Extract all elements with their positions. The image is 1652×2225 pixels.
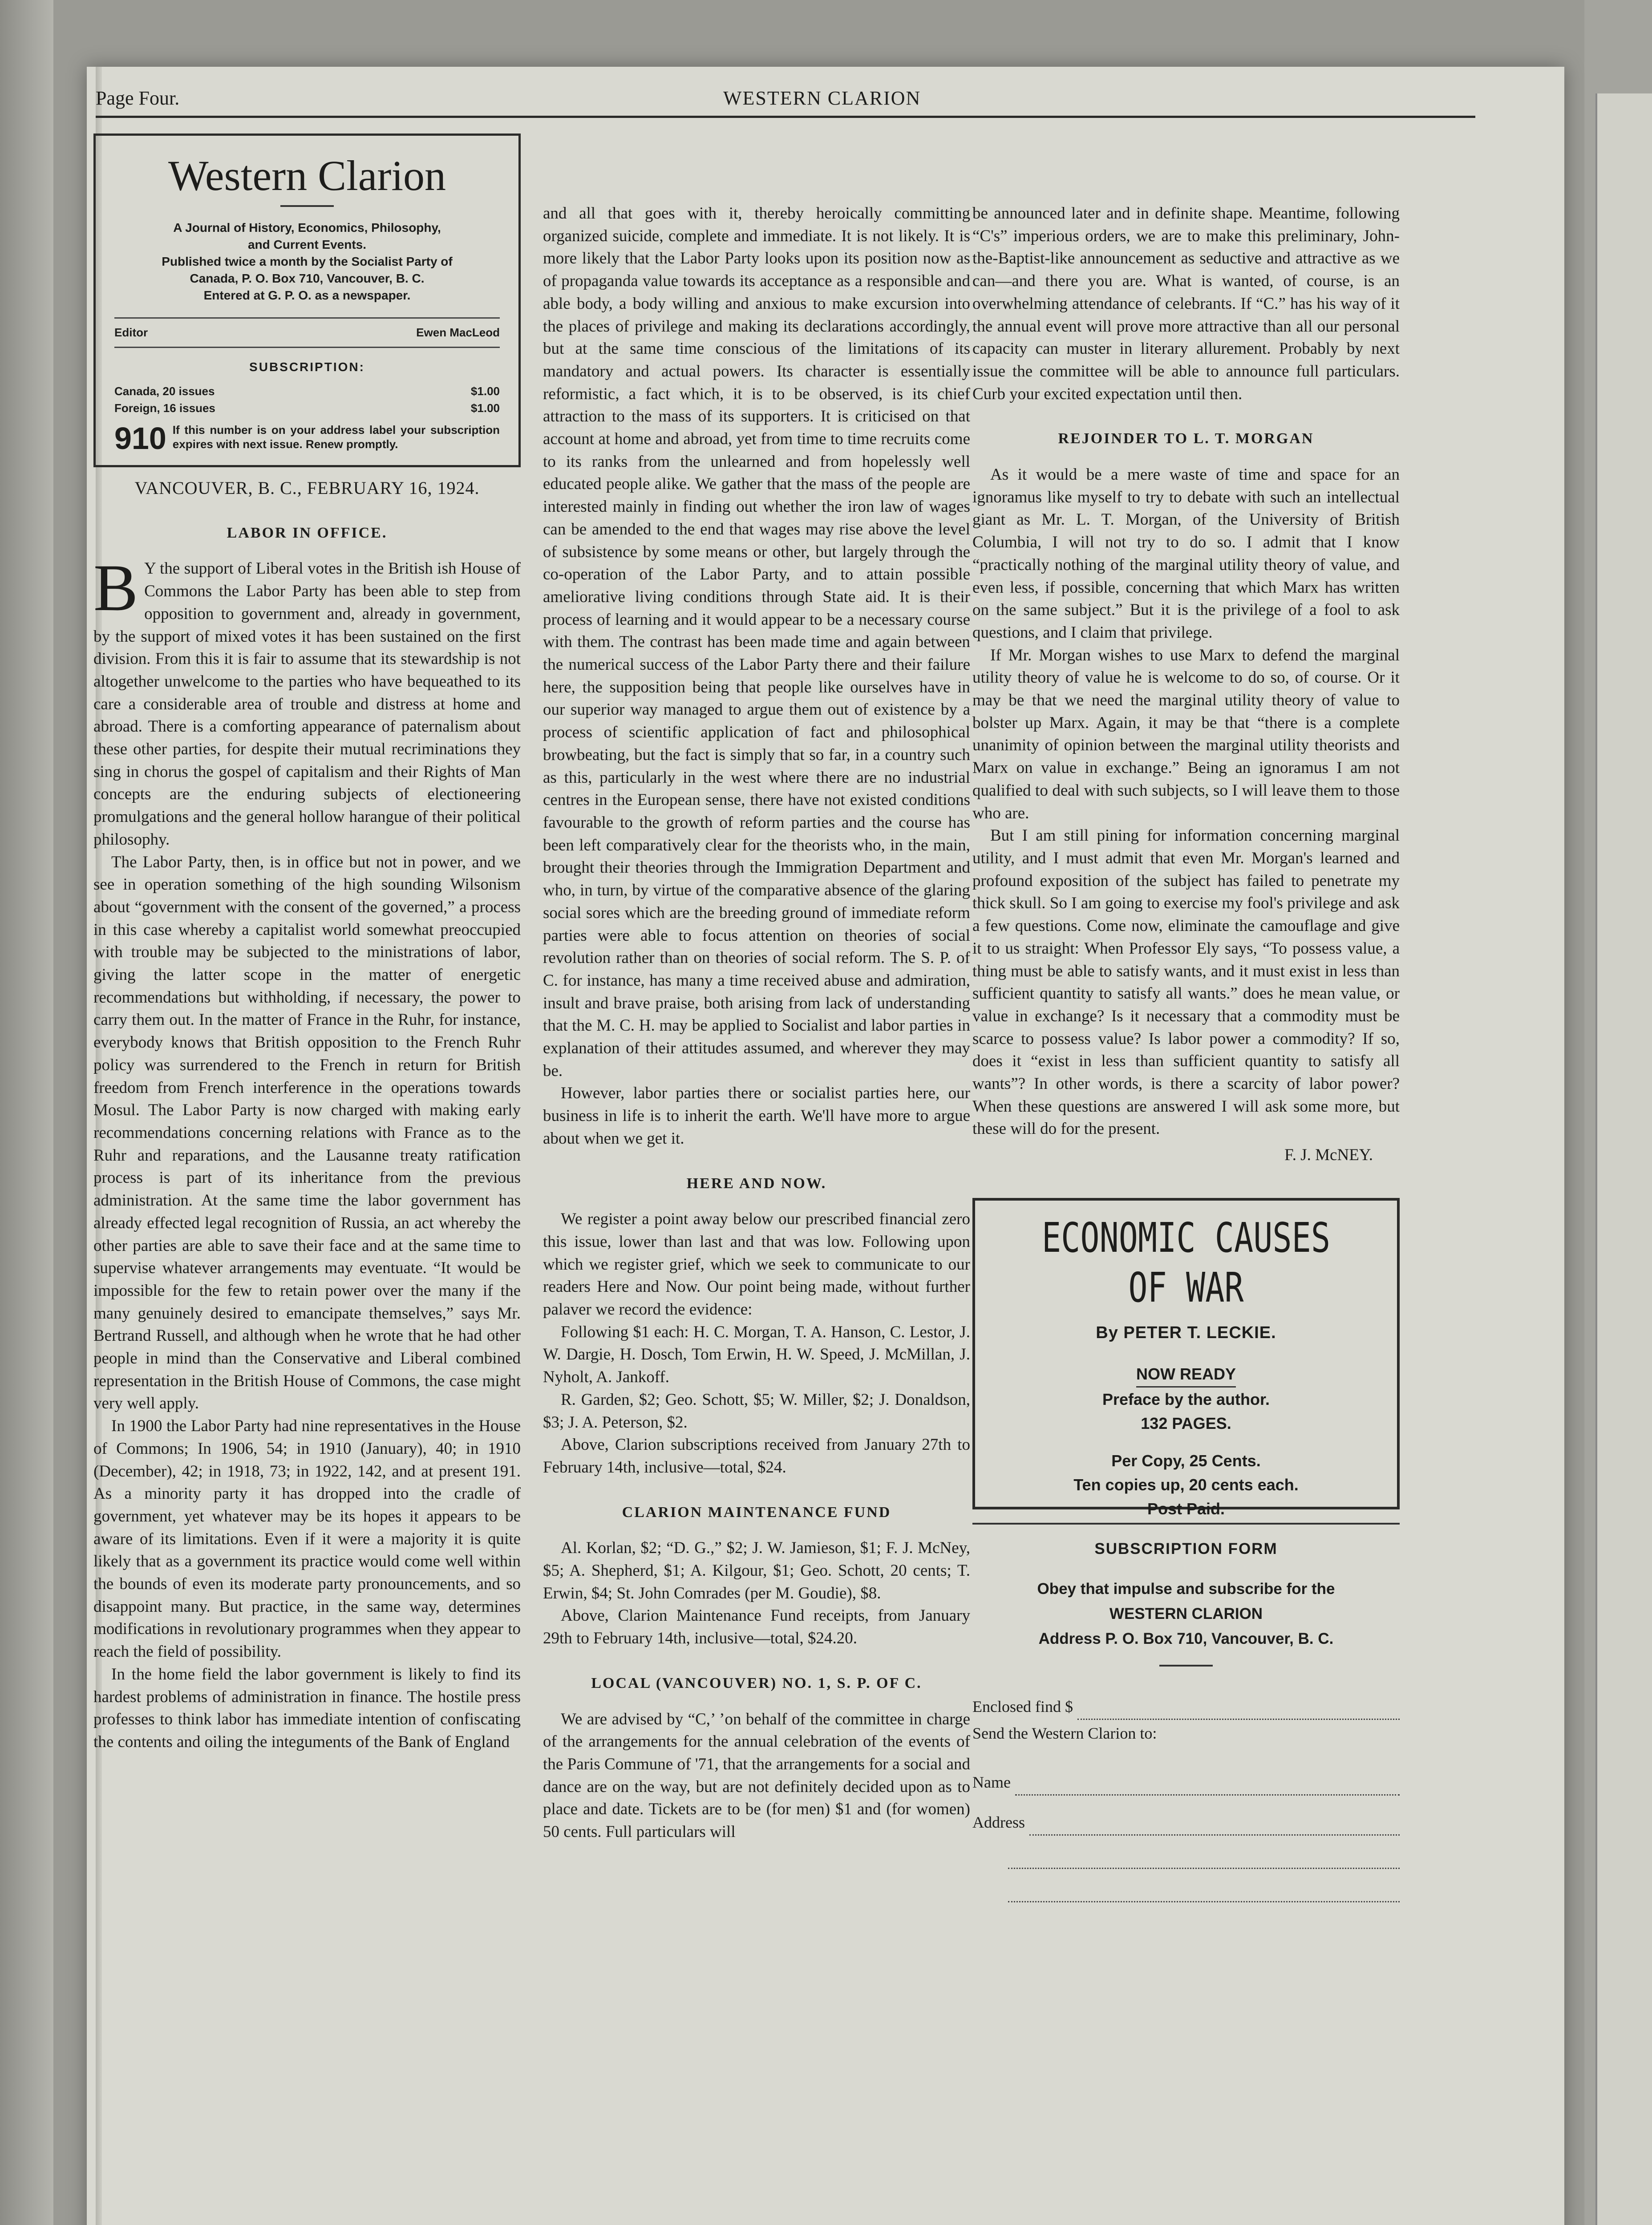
maintenance-paragraph-1: Al. Korlan, $2; “D. G.,” $2; J. W. Jamieson, $1; F. J. McNey, $5; A. Shepherd, $1; A. Kilgour, $1; Geo. Schott, 20 cents; T. Erwin, $4; St. John Comrades (per M. Goudie), $8. xyxy=(543,1539,970,1602)
rate-foreign xyxy=(114,400,500,417)
page-number: Page Four. xyxy=(96,87,180,109)
name-label: Name xyxy=(972,1773,1011,1791)
masthead-publisher-2: Canada, P. O. Box 710, Vancouver, B. C. xyxy=(190,271,425,285)
editor-name: Ewen MacLeod xyxy=(416,326,500,339)
enclosed-blank[interactable] xyxy=(1077,1701,1400,1720)
masthead-rule xyxy=(280,205,334,207)
issue-number-block xyxy=(114,423,500,454)
labor-paragraph-2: The Labor Party, then, is in office but not in power, and we see in operation something of the high sounding Wilsonism about “government with the consent of the governed,” a process in this case whereby a capitalist world somewhat preoccupied with trouble may be subjected to the ministrations of labor, giving the latter scope in the matter of energetic recommendations but withholding, if necessary, the power to carry them out. In the matter of France in the Ruhr, for instance, everybody knows that British opposition to the French Ruhr policy was surrendered to the French in return for British freedom from French interference in the operations towards Mosul. The Labor Party is now charged with making early recommendations concerning relations with France as to the Ruhr and reparations, and the Lausanne treaty ratification process is part of its inheritance from the previous administration. At the same time the labor government has already effected legal recognition of Russia, an act whereby the other parties are able to save their face and at the same time to supervise whatever arrangements may eventuate. “It would be impossible for the few to retain power over the many if the many genuinely desired to emancipate themselves,” says Mr. Bertrand Russell, and although when he wrote that he had other people in mind than the Conservative and Liberal combined representation in the British House of Commons, the case might very well apply. xyxy=(93,853,521,1413)
subscription-form xyxy=(972,1523,1400,1902)
ad-pages: 132 PAGES. xyxy=(1141,1414,1231,1432)
masthead-publisher-1: Published twice a month by the Socialist Party of xyxy=(162,255,453,268)
ad-author: By PETER T. LECKIE. xyxy=(1096,1323,1276,1342)
here-now-paragraph-1: We register a point away below our prescribed financial zero this issue, lower than last and that was low. Following upon which we register grief, which we seek to communicate to our readers Here and Now. Our point being made, without further palaver we record the evidence: xyxy=(543,1210,970,1319)
rate-canada-price: $1.00 xyxy=(470,384,500,398)
address-blank[interactable] xyxy=(1029,1816,1400,1836)
labor-continued-1: and all that goes with it, thereby heroically committing organized suicide, complete and immediate. It is not likely. It is more likely that the Labor Party looks upon its position now as of propaganda value towards its acceptance as a responsible and able body, a body willing and anxious to make excursion into the places of privilege and making its declarations accordingly, but at the same time conscious of the limitations of its mandatory and actual powers. Its character is essentially reformistic, a fact which, it is to be observed, is its chief attraction to the mass of its supporters. It is criticised on that account at home and abroad, yet from time to time recruits come to its ranks from the unlearned and from hopelessly well educated people alike. We gather that the mass of the people are interested mainly in finding out whether the iron law of wages can be amended to the end that wages may rise above the level of subsistence by some means or other, but largely through the co-operation of the Labor Party, and to attain possible ameliorative living conditions through State aid. It is their process of learning and it would appear to be a necessary course with them. The contrast has been made time and again between the numerical success of the Labor Party there and their failure here, the supposition being that people like ourselves have in our superior way managed to argue them out of existence by a process of scientific application of fact and philosophical browbeating, but the fact is simply that so far, in a country such as this, particularly in the west where there are no industrial centres in the European sense, there have not existed conditions favourable to the growth of reform parties and the course has been left comparatively clear for the theorists who, in the main, brought their theories through the Immigration Department and who, in turn, by virtue of the comparative absence of the glaring social sores which are the breeding ground of immediate reform parties were able to focus attention on theories of social revolution rather than on theories of social reform. The S. P. of C. for instance, has many a time received abuse and admiration, insult and brave praise, both arising from lack of understanding that the M. C. H. may be applied to Socialist and labor parties in explanation of their attitudes assumed, and wherever they may be. xyxy=(543,204,970,1080)
drop-cap: B xyxy=(93,551,138,625)
labor-paragraph-4: In the home field the labor government is likely to find its hardest problems of administration in finance. The hostile press professes to think labor has immediate intention of confiscating the contents and oiling the integuments of the Bank of England xyxy=(93,1665,521,1751)
ad-title-line-1: ECONOMIC CAUSES xyxy=(1041,1214,1331,1262)
rate-foreign-price: $1.00 xyxy=(470,401,500,415)
maintenance-paragraph-2: Above, Clarion Maintenance Fund receipts, from January 29th to February 14th, inclusive—total, $24.20. xyxy=(543,1606,970,1648)
form-line-2: WESTERN CLARION xyxy=(1109,1605,1263,1622)
ad-now-ready: NOW READY xyxy=(1136,1362,1236,1388)
rejoinder-paragraph-3: But I am still pining for information concerning marginal utility, and I must admit that even Mr. Morgan's learned and profound exposition of the subject has failed to penetrate my thick skull. So I am going to exercise my fool's privilege and ask a few questions. Come now, eliminate the camouflage and give it to us straight: When Professor Ely says, “To possess value, a thing must be able to satisfy wants, and it must exist in less than sufficient quantity to satisfy all wants.” does he mean value, or value in exchange? Is it necessary that a commodity must be scarce to possess value? Is labor power a commodity? If so, does it “exist in less than sufficient quantity to satisfy all wants”? In other words, is there a scarcity of labor power? When these questions are answered I will ask some more, but these will do for the present. xyxy=(972,826,1400,1138)
labor-paragraph-1: B Y the support of Liberal votes in the British ish House of Commons the Labor Party has been able to step from opposition to government and, already in government, by the support of mixed votes it has been sustained on the first division. From this it is fair to assume that its stewardship is not altogether unwelcome to the parties who have bequeathed to its care a considerable area of trouble and distress at home and abroad. There is a comforting appearance of paternalism about these other parties, for despite their mutual recriminations they sing in chorus the gospel of capitalism and their Rights of Man concepts are the enduring subjects of electioneering promulgations and the general hollow harangue of their political philosophy. xyxy=(93,551,521,849)
here-now-paragraph-4: Above, Clarion subscriptions received from January 27th to February 14th, inclusive—total, $24. xyxy=(543,1436,970,1477)
rate-foreign-label: Foreign, 16 issues xyxy=(114,401,215,415)
address-blank-line-2[interactable] xyxy=(1008,1836,1400,1869)
rate-canada-label: Canada, 20 issues xyxy=(114,384,215,398)
article-title-local: LOCAL (VANCOUVER) NO. 1, S. P. OF C. xyxy=(591,1675,922,1691)
paper-name: WESTERN CLARION xyxy=(723,87,921,109)
enclosed-field[interactable] xyxy=(972,1693,1400,1720)
rejoinder-paragraph-2: If Mr. Morgan wishes to use Marx to defend the marginal utility theory of value he is welcome to do so, of course. Or it may be that we need the marginal utility theory of value to bolster up Marx. Again, it may be that “there is a complete unanimity of opinion between the marginal utility theorists and Marx on value in exchange.” Being an ignoramus I am not qualified to deal with such subjects, so I will leave them to those who are. xyxy=(972,646,1400,822)
address-blank-line-3[interactable] xyxy=(1008,1869,1400,1902)
issue-number: 910 xyxy=(114,421,166,456)
local-paragraph-2: be announced later and in definite shape. Meantime, following “C's” imperious orders, we are to make this preliminary, John-the-Baptist-like announcement as seductive and attractive as we can—and there you are. What is wanted, of course, is an overwhelming attendance of celebrants. If “C.” has his way of it the annual event will prove more attractive than all our personal capacity can muster in literary allurement. Probably by next issue the committee will be able to announce full particulars. Curb your excited expectation until then. xyxy=(972,204,1400,403)
article-title-here-now: HERE AND NOW. xyxy=(686,1175,827,1192)
local-paragraph-1: We are advised by “C,’ ’on behalf of the committee in charge of the arrangements for the annual celebration of the events of the Paris Commune of '71, that the arrangements for a social and dance are on the way, but are not definitely decided upon as to place and date. Tickets are to be (for men) $1 and (for women) 50 cents. Full particulars will xyxy=(543,1710,970,1841)
form-rule xyxy=(1159,1665,1213,1667)
masthead-tagline-1: A Journal of History, Economics, Philosophy, xyxy=(173,221,441,235)
masthead-tagline-2: and Current Events. xyxy=(247,238,367,251)
masthead-box xyxy=(93,134,521,467)
column-1 xyxy=(93,134,521,1754)
here-now-paragraph-2: Following $1 each: H. C. Morgan, T. A. Hanson, C. Lestor, J. W. Dargie, H. Dosch, Tom Erwin, H. W. Speed, J. McMillan, J. Nyholt, A. Jankoff. xyxy=(543,1323,970,1387)
labor-continued-2: However, labor parties there or socialist parties here, our business in life is to inherit the earth. We'll have more to argue about when we get it. xyxy=(543,1084,970,1148)
subscription-heading: SUBSCRIPTION: xyxy=(249,360,365,374)
ad-price-single: Per Copy, 25 Cents. xyxy=(1111,1451,1261,1470)
here-now-paragraph-3: R. Garden, $2; Geo. Schott, $5; W. Miller, $2; J. Donaldson, $3; J. A. Peterson, $2. xyxy=(543,1390,970,1432)
page-header xyxy=(96,87,1475,113)
editor-label: Editor xyxy=(114,326,148,339)
column-2 xyxy=(543,202,970,1844)
name-field[interactable] xyxy=(972,1769,1400,1796)
address-label: Address xyxy=(972,1813,1025,1831)
dateline: VANCOUVER, B. C., FEBRUARY 16, 1924. xyxy=(134,478,480,498)
name-blank[interactable] xyxy=(1015,1776,1400,1796)
enclosed-label: Enclosed find $ xyxy=(972,1697,1073,1715)
scan-background xyxy=(0,0,53,2225)
masthead-publisher-3: Entered at G. P. O. as a newspaper. xyxy=(203,288,411,302)
header-rule xyxy=(96,116,1475,118)
form-line-1: Obey that impulse and subscribe for the xyxy=(1037,1580,1335,1598)
form-title: SUBSCRIPTION FORM xyxy=(1094,1540,1278,1558)
article-title-rejoinder: REJOINDER TO L. T. MORGAN xyxy=(1058,430,1314,447)
editor-line xyxy=(114,317,500,348)
ad-preface: Preface by the author. xyxy=(1102,1390,1270,1408)
book-advertisement xyxy=(972,1198,1400,1518)
rejoinder-signature: F. J. McNEY. xyxy=(1284,1146,1373,1165)
ad-price-bulk: Ten copies up, 20 cents each. xyxy=(1073,1475,1299,1494)
adjacent-page-edge xyxy=(1595,93,1652,2225)
column-3 xyxy=(972,202,1400,1902)
rejoinder-paragraph-1: As it would be a mere waste of time and space for an ignoramus like myself to try to debate with such an intellectual giant as Mr. L. T. Morgan, of the University of British Columbia, I will not try to do so. I admit that I know “practically nothing of the marginal utility theory of value, and even less, if possible, concerning that which Marx has written on the same subject.” But it is the privilege of a fool to ask questions, and I claim that privilege. xyxy=(972,465,1400,642)
rate-canada xyxy=(114,383,500,400)
form-line-3: Address P. O. Box 710, Vancouver, B. C. xyxy=(1038,1630,1334,1647)
ad-post-paid: Post Paid. xyxy=(1147,1499,1225,1518)
address-field[interactable] xyxy=(972,1809,1400,1836)
masthead-title: Western Clarion xyxy=(168,152,446,199)
article-title-labor: LABOR IN OFFICE. xyxy=(227,524,388,541)
issue-note: If this number is on your address label your subscription expires with next issue. Renew promptly. xyxy=(172,423,500,451)
article-title-maintenance: CLARION MAINTENANCE FUND xyxy=(622,1504,891,1521)
send-to-label: Send the Western Clarion to: xyxy=(972,1724,1157,1742)
ad-title-line-2: OF WAR xyxy=(1128,1263,1244,1311)
labor-paragraph-3: In 1900 the Labor Party had nine representatives in the House of Commons; In 1906, 54; in 1910 (January), 40; in 1910 (December), 42; in 1918, 73; in 1922, 142, and at present 191. As a minority party it has dropped into the cradle of government, yet whatever may be its hopes it appears to be aware of its limitations. Even if it were a majority it is quite likely that as a government its practice would come well within the bounds of even its moderate party pronouncements, and so disappoint many. But practice, in the same way, determines modifications in revolutionary programmes when they appear to reach the field of possibility. xyxy=(93,1417,521,1661)
